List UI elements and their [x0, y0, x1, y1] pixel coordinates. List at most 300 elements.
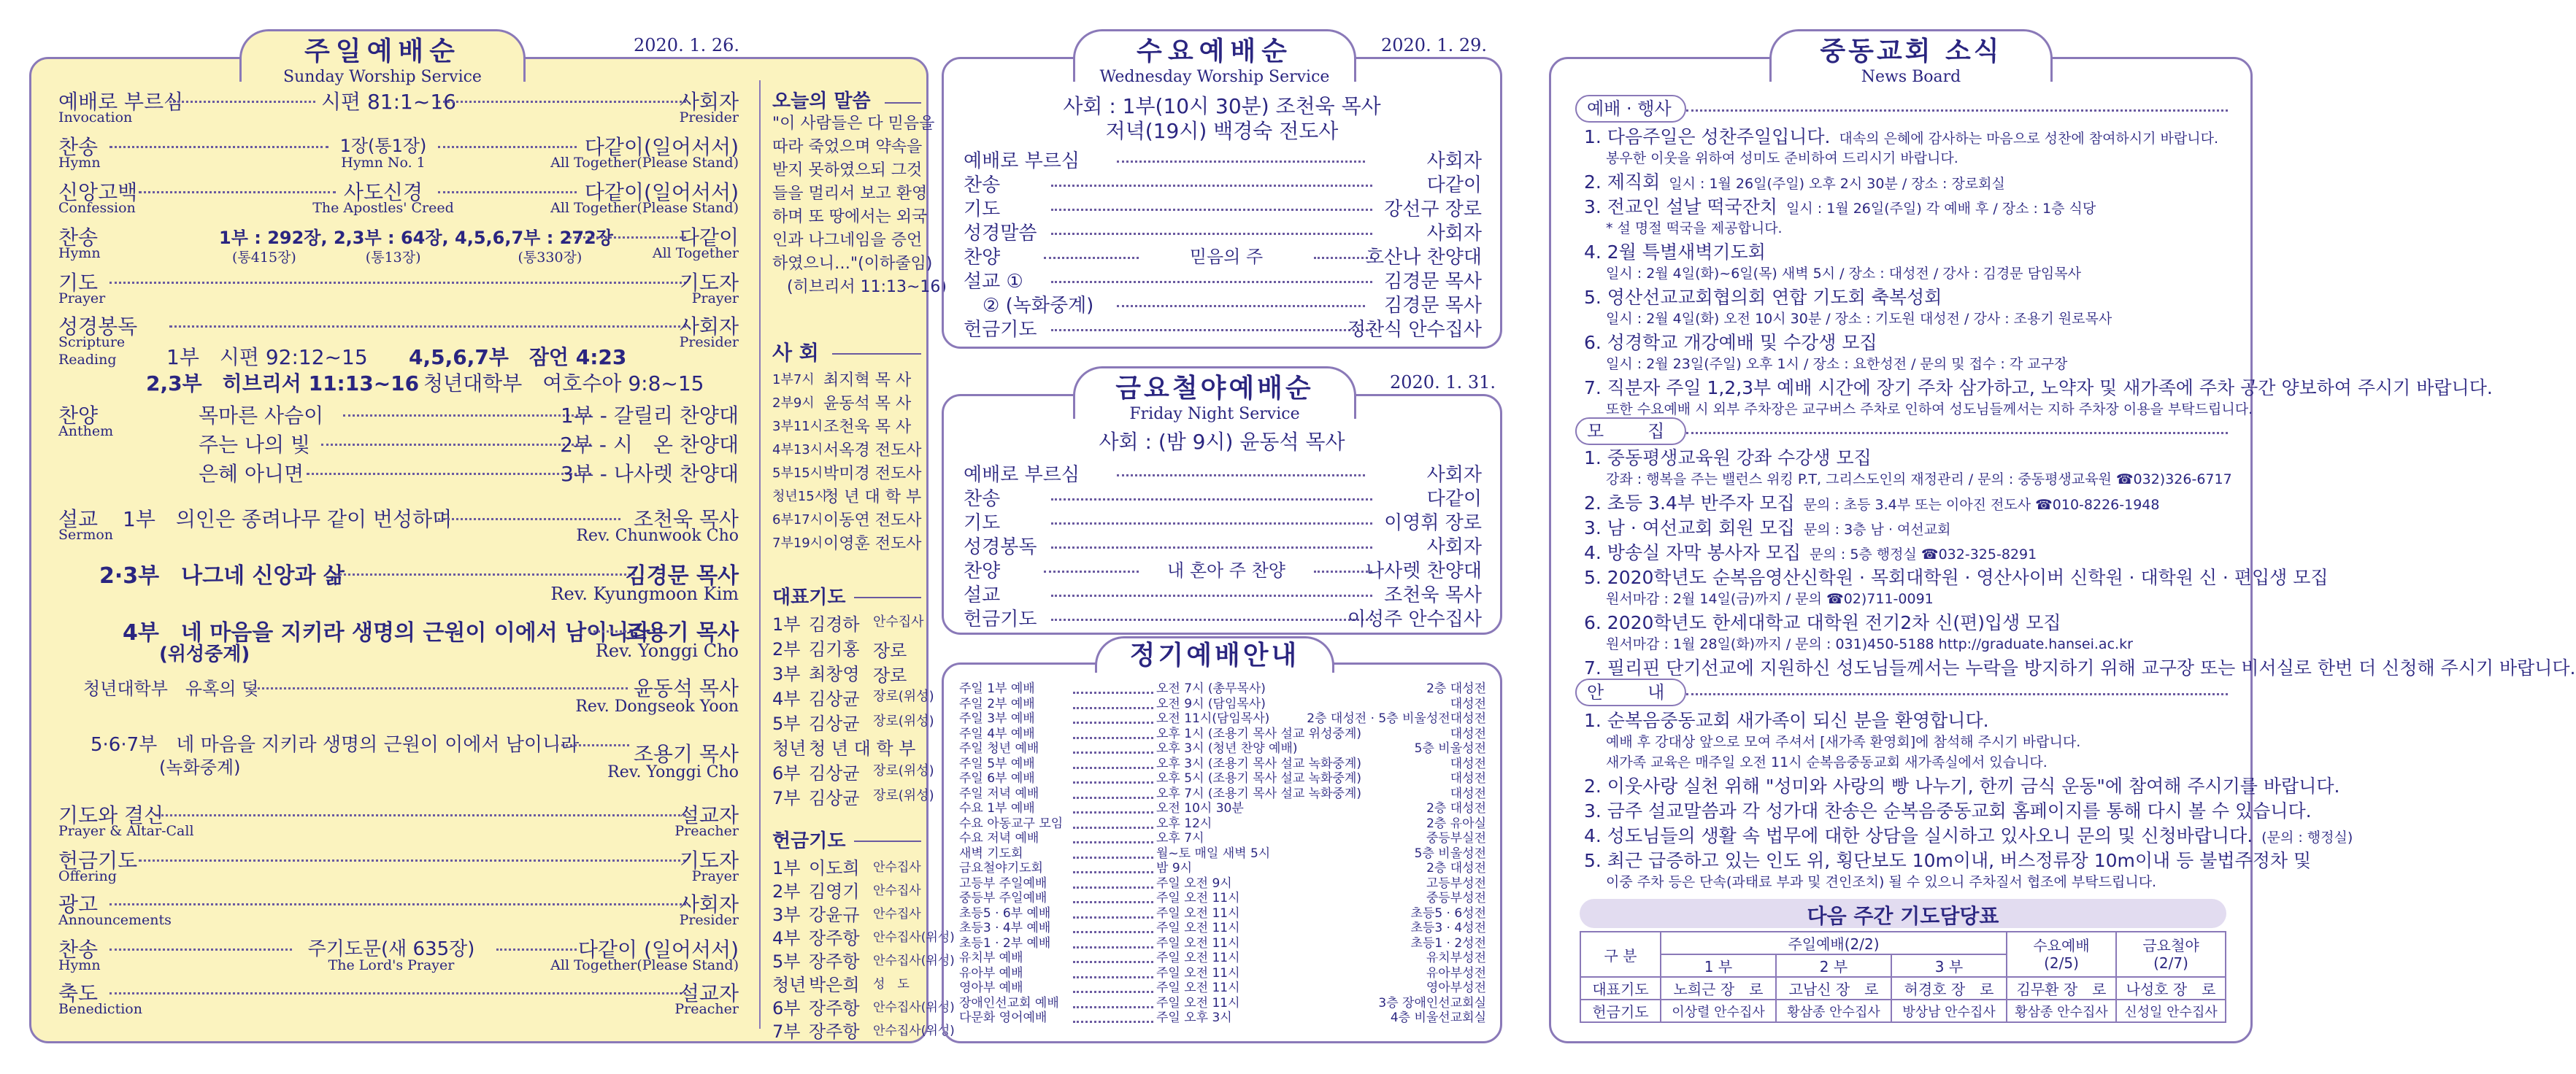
sched-time: 주일 오전 9시	[1156, 876, 1232, 891]
rep-title: 안수집사	[873, 614, 924, 630]
wed-item-leader: 김경문 목사	[1384, 271, 1482, 293]
wed-date: 2020. 1. 29.	[1381, 35, 1488, 55]
pt-r2-c3: 방상남 안수집사	[1891, 1000, 2007, 1022]
fri-date: 2020. 1. 31.	[1390, 372, 1496, 393]
news-item-detail: * 설 명절 떡국을 제공합니다.	[1606, 220, 1783, 236]
sched-place: 대성전	[1450, 726, 1486, 741]
wed-item-leader: 다같이	[1426, 174, 1482, 196]
mc-name: 이영훈 전도사	[823, 535, 922, 553]
wed-item-label: 찬송	[964, 174, 1001, 196]
sched-time: 오후 7시 (조용기 목사 설교 녹화중계)	[1156, 786, 1362, 801]
sched-place: 2층 대성전	[1426, 801, 1486, 816]
fri-item-mid: 내 혼아 주 찬양	[1167, 560, 1285, 581]
sched-name: 금요철야기도회	[959, 861, 1043, 876]
sched-time: 오후 5시 (조용기 목사 설교 녹화중계)	[1156, 771, 1362, 786]
sched-time: 오전 9시 (담임목사)	[1156, 696, 1266, 711]
news-item-detail: 이중 주차 등은 단속(과태료 부과 및 견인조치) 될 수 있으니 주차질서 협조에 부탁드립니다.	[1606, 874, 2157, 890]
rep-name: 김기홍	[809, 639, 860, 660]
fri-subtitle: Friday Night Service	[1129, 405, 1300, 423]
announce-en: Announcements	[58, 912, 172, 928]
reading-leader: 사회자	[679, 314, 739, 339]
reading-label: 성경봉독	[58, 314, 138, 339]
offering-label: 헌금기도	[58, 849, 138, 873]
news-item-detail: 또한 수요예배 시 외부 주차장은 교구버스 주차로 인하여 성도님들께서는 지하 주차장 이용을 부탁드립니다.	[1606, 401, 2253, 417]
fri-item-label: 찬양	[964, 560, 1001, 582]
sermon-4-preacher: 윤동석 목사	[633, 676, 739, 700]
hymn3-text: 주기도문(새 635장)	[307, 938, 475, 960]
sched-name: 고등부 주일예배	[959, 876, 1047, 891]
pt-r2-c4: 황삼종 안수집사	[2007, 1000, 2116, 1022]
sched-name: 유치부 예배	[959, 951, 1023, 965]
rep-title: 장로(위성)	[873, 689, 934, 704]
news-item-heading: 4. 2월 특별새벽기도회	[1584, 242, 1766, 263]
hymn2-numbers-sub: (통415장) (통13장) (통330장)	[232, 250, 583, 266]
rep-title: 장로	[873, 641, 907, 661]
news-item	[1584, 800, 2312, 823]
news-item-heading: 1. 중동평생교육원 강좌 수강생 모집	[1584, 447, 1872, 468]
word-line: 하였으니…"(이하줄임)	[772, 255, 933, 273]
sermon-5-preacher-en: Rev. Yonggi Cho	[607, 763, 739, 781]
hymn1-leader: 다같이(일어서서)	[584, 135, 739, 159]
sermon-1-preacher-en: Rev. Chunwook Cho	[576, 527, 739, 545]
rep-title: 장로(위성)	[873, 788, 934, 803]
sched-time: 오전 11시(담임목사) 2층 대성전 · 5층 비울성전	[1156, 711, 1450, 726]
off-name: 장주항	[809, 998, 860, 1019]
confession-text: 사도신경	[343, 180, 423, 204]
sched-place: 4층 비울선교회실	[1390, 1011, 1486, 1025]
pt-gubun: 구 분	[1580, 932, 1661, 977]
news-tab	[1769, 29, 2053, 86]
sched-time: 오후 12시	[1156, 816, 1212, 831]
regular-title: 정기예배안내	[1129, 641, 1300, 671]
wed-item-label: 예배로 부르심	[964, 150, 1080, 172]
sched-name: 주일 2부 예배	[959, 696, 1035, 711]
off-name: 박은희	[809, 975, 860, 995]
hymn2-numbers: 1부 : 292장, 2,3부 : 64장, 4,5,6,7부 : 272장	[219, 228, 613, 248]
sermon-4-preacher-en: Rev. Dongseok Yoon	[575, 698, 739, 716]
bene-en: Benediction	[58, 1001, 142, 1017]
off-name: 김영기	[809, 881, 860, 902]
word-line: (히브리서 11:13~16)	[787, 278, 947, 296]
sermon-2-preacher-en: Rev. Kyungmoon Kim	[550, 584, 739, 604]
rep-name: 청 년 대 학 부	[809, 738, 916, 759]
anthem-3-choir: 3부 - 나사렛 찬양대	[561, 462, 739, 486]
invocation-leader: 사회자	[679, 90, 739, 114]
pt-wed-date: (2/5)	[2044, 954, 2079, 972]
dot-leader	[1073, 752, 1153, 754]
sermon-3-title: 4부 네 마음을 지키라 생명의 근원이 이에서 남이니라	[123, 620, 650, 646]
sched-time: 오후 3시 (조용기 목사 설교 녹화중계)	[1156, 756, 1362, 771]
sched-time: 오전 7시 (총무목사)	[1156, 681, 1266, 696]
sched-time: 주일 오전 11시	[1156, 935, 1240, 951]
invocation-en: Invocation	[58, 109, 133, 125]
news-item-detail: 봉우한 이웃을 위하여 성미도 준비하여 드리시기 바랍니다.	[1606, 150, 1958, 166]
off-title: 성 도	[873, 977, 910, 992]
news-item-heading: 3. 남 · 여선교회 회원 모집	[1584, 517, 1795, 538]
news-item	[1584, 492, 2159, 515]
pt-h2: 2 부	[1776, 954, 1891, 977]
sunday-title: 주일예배순	[304, 36, 461, 66]
hymn2-leader: 다같이	[679, 225, 739, 250]
rep-part: 6부	[772, 763, 801, 784]
rep-name: 김상균	[809, 763, 860, 784]
fri-item-label: 설교	[964, 584, 1001, 606]
sched-place: 중등부실전	[1426, 831, 1486, 846]
fri-item-label: 헌금기도	[964, 609, 1037, 630]
dot-leader	[1073, 916, 1153, 919]
news-item	[1584, 376, 2493, 400]
prayer-leader-en: Prayer	[691, 290, 739, 306]
rep-part: 4부	[772, 689, 801, 709]
mc-name: 최지혁 목 사	[823, 371, 912, 390]
dot-leader	[1073, 901, 1153, 903]
pt-fri-label: 금요철야	[2142, 937, 2199, 954]
sched-name: 장애인선교회 예배	[959, 995, 1059, 1011]
rep-part: 2부	[772, 639, 801, 660]
fri-item-label: 찬송	[964, 488, 1001, 510]
fri-item-leader: 이영휘 장로	[1384, 512, 1482, 534]
dot-leader	[1073, 797, 1153, 799]
mc-name: 청 년 대 학 부	[823, 488, 922, 506]
sched-name: 수요 1부 예배	[959, 801, 1035, 816]
rep-title: 장로	[873, 665, 907, 686]
sermon-3-preacher: 조용기 목사	[625, 620, 739, 646]
sched-name: 다문화 영어예배	[959, 1011, 1047, 1025]
mc-time: 2부9시	[772, 395, 815, 411]
rep-title: 장로(위성)	[873, 714, 934, 729]
hymn1-label: 찬송	[58, 135, 99, 159]
off-name: 장주항	[809, 951, 860, 972]
dot-leader	[1073, 976, 1153, 978]
dot-leader	[1073, 811, 1153, 814]
off-part: 1부	[772, 858, 801, 878]
sidebar-word-title: 오늘의 말씀	[772, 90, 871, 112]
bene-label: 축도	[58, 981, 99, 1005]
pt-r2-c5: 신성일 안수집사	[2116, 1000, 2226, 1022]
reading-1: 1부 시편 92:12~15	[166, 345, 368, 369]
fri-item-leader: 다같이	[1426, 488, 1482, 510]
pt-r1-c3: 허경호 장 로	[1891, 977, 2007, 1000]
hymn2-en: Hymn	[58, 245, 101, 261]
wed-item-label: 찬양	[964, 247, 1001, 268]
altar-leader-en: Preacher	[674, 823, 739, 839]
wed-item-leader: 사회자	[1426, 223, 1482, 244]
pt-wed	[2007, 932, 2116, 977]
sched-place: 2층 대성전	[1426, 681, 1486, 696]
off-title: 안수집사(위성)	[873, 1024, 955, 1038]
sched-name: 주일 1부 예배	[959, 681, 1035, 696]
wed-item-label: 성경말씀	[964, 223, 1037, 244]
news-item	[1584, 125, 2218, 149]
news-item-heading: 5. 최근 급증하고 있는 인도 위, 횡단보도 10m이내, 버스정류장 10m이내 등 불법주정차 및	[1584, 850, 2312, 871]
fri-tab	[1073, 366, 1356, 423]
news-item-heading: 1. 다음주일은 성찬주일입니다.	[1584, 126, 1831, 147]
hymn3-leader-en: All Together(Please Stand)	[550, 957, 739, 973]
sched-name: 주일 5부 예배	[959, 756, 1035, 771]
hymn3-en: Hymn	[58, 957, 101, 973]
wed-tab	[1073, 29, 1356, 86]
news-item	[1584, 611, 2061, 635]
off-title: 안수집사(위성)	[873, 930, 955, 945]
sched-place: 고등부성전	[1426, 876, 1486, 891]
sidebar-rep-title: 대표기도	[772, 587, 846, 609]
sermon-label: 설교	[58, 507, 99, 531]
news-item-detail: 새가족 교육은 매주일 오전 11시 순복음중동교회 새가족실에서 있습니다.	[1606, 754, 2048, 770]
sched-time: 오후 3시 (청년 찬양 예배)	[1156, 741, 1298, 756]
off-part: 청년	[772, 975, 807, 995]
dot-leader	[1073, 692, 1153, 694]
dot-leader	[1073, 857, 1153, 859]
news-item-heading: 7. 직분자 주일 1,2,3부 예배 시간에 장기 주차 삼가하고, 노약자 및 새가족에 주차 공간 양보하여 주시기 바랍니다.	[1584, 377, 2493, 398]
mc-name: 박미경 전도사	[823, 465, 922, 483]
pt-h3: 3 부	[1891, 954, 2007, 977]
reading-4567: 4,5,6,7부 잠언 4:23	[409, 345, 627, 369]
dot-leader	[1073, 961, 1153, 963]
news-item-heading: 5. 영산선교교회협의회 연합 기도회 축복성회	[1584, 287, 1942, 308]
news-item	[1584, 447, 1872, 470]
altar-leader: 설교자	[679, 803, 739, 827]
news-item	[1584, 566, 2329, 590]
wed-mc1: 사회 : 1부(10시 30분) 조천욱 목사	[1063, 94, 1381, 118]
sched-name: 초등1 · 2부 예배	[959, 935, 1051, 951]
off-name: 이도희	[809, 858, 860, 878]
hymn3-text-en: The Lord's Prayer	[328, 957, 455, 973]
wed-mc2: 저녁(19시) 백경숙 전도사	[1105, 119, 1339, 143]
anthem-3-title: 은혜 아니면	[199, 462, 304, 486]
sched-place: 3층 장애인선교회실	[1378, 995, 1486, 1011]
sermon-5-preacher: 조용기 목사	[633, 742, 739, 766]
anthem-1-choir: 1부 - 갈릴리 찬양대	[561, 403, 739, 428]
news-item-detail: 강좌 : 행복을 주는 밸런스 위킹 P.T, 그리스도인의 재정관리 / 문의 : 중동평생교육원 ☎032)326-6717	[1606, 471, 2232, 487]
fri-item-leader: 조천욱 목사	[1384, 584, 1482, 606]
wed-item-mid: 믿음의 주	[1189, 247, 1264, 267]
anthem-2-choir: 2부 - 시 온 찬양대	[560, 433, 739, 457]
off-part: 7부	[772, 1021, 801, 1042]
invocation-leader-en: Presider	[679, 109, 739, 125]
anthem-label: 찬양	[58, 403, 99, 428]
wed-title: 수요예배순	[1137, 36, 1293, 66]
sched-place: 대성전	[1450, 756, 1486, 771]
sched-name: 초등3 · 4부 예배	[959, 921, 1051, 935]
rep-name: 김상균	[809, 689, 860, 709]
rep-name: 김상균	[809, 714, 860, 734]
dot-leader	[1073, 722, 1153, 724]
sched-place: 2층 대성전	[1426, 861, 1486, 876]
mc-name: 조천욱 목 사	[823, 418, 912, 436]
sched-time: 주일 오전 11시	[1156, 905, 1240, 921]
invocation-text: 시편 81:1~16	[321, 90, 456, 114]
dot-leader	[1073, 931, 1153, 933]
hymn1-number-en: Hymn No. 1	[341, 155, 426, 171]
news-item-detail: 대속의 은혜에 감사하는 마음으로 성찬에 참여하시기 바랍니다.	[1839, 131, 2218, 147]
announce-label: 광고	[58, 892, 99, 916]
rep-part: 청년	[772, 738, 807, 759]
off-title: 안수집사(위성)	[873, 1000, 955, 1015]
wed-item-leader: 사회자	[1426, 150, 1482, 172]
bene-leader-en: Preacher	[674, 1001, 739, 1017]
word-line: "이 사람들은 다 믿음을	[772, 115, 935, 133]
dot-leader	[1073, 781, 1153, 784]
prayer-table-title: 다음 주간 기도담당표	[1807, 904, 1999, 928]
wed-item-label: 헌금기도	[964, 319, 1037, 341]
dot-leader	[1073, 886, 1153, 889]
news-item-heading: 4. 방송실 자막 봉사자 모집	[1584, 542, 1802, 563]
sunday-divider	[759, 80, 761, 1029]
sched-name: 중등부 주일예배	[959, 891, 1047, 905]
off-part: 5부	[772, 951, 801, 972]
news-item-detail: 일시 : 2월 4일(화) 오전 10시 30분 / 장소 : 기도원 대성전 / 강사 : 조용기 원로목사	[1606, 311, 2112, 327]
sched-name: 영아부 예배	[959, 981, 1023, 995]
pt-wed-label: 수요예배	[2033, 937, 2090, 954]
dot-leader	[1073, 1021, 1153, 1023]
sidebar-mc-title: 사 회	[772, 341, 819, 365]
off-part: 2부	[772, 881, 801, 902]
confession-en: Confession	[58, 200, 136, 216]
news-item-heading: 6. 성경학교 개강예배 및 수강생 모집	[1584, 332, 1877, 353]
pt-r2-c1: 이상렬 안수집사	[1661, 1000, 1776, 1022]
news-item	[1584, 517, 1950, 540]
sched-time: 주일 오후 3시	[1156, 1011, 1232, 1025]
dot-leader	[1073, 871, 1153, 873]
sched-place: 유아부성전	[1426, 965, 1486, 981]
news-item	[1584, 657, 2576, 680]
sched-time: 주일 오전 11시	[1156, 995, 1240, 1011]
word-line: 하며 또 땅에서는 외국	[772, 208, 928, 226]
news-item-heading: 2. 초등 3.4부 반주자 모집	[1584, 492, 1795, 514]
confession-text-en: The Apostles' Creed	[312, 200, 454, 216]
news-item-detail: 문의 : 3층 남 · 여선교회	[1803, 522, 1951, 538]
sched-name: 유아부 예배	[959, 965, 1023, 981]
sched-name: 새벽 기도회	[959, 846, 1023, 861]
news-item-heading: 3. 금주 설교말씀과 각 성가대 찬송은 순복음중동교회 홈페이지를 통해 다시 볼 수 있습니다.	[1584, 800, 2312, 822]
news-title: 중동교회 소식	[1820, 36, 2002, 66]
off-title: 안수집사(위성)	[873, 954, 955, 968]
reading-en2: Reading	[58, 352, 117, 368]
dot-leader	[1044, 571, 1139, 573]
wed-item-leader: 김경문 목사	[1384, 295, 1482, 317]
rep-part: 3부	[772, 664, 801, 684]
sched-name: 수요 아동교구 모임	[959, 816, 1064, 831]
sched-name: 주일 청년 예배	[959, 741, 1039, 756]
sched-time: 오후 1시 (조용기 목사 설교 위성중계)	[1156, 726, 1362, 741]
word-line: 인과 나그네임을 증언	[772, 231, 923, 250]
wed-item-leader: 정찬식 안수집사	[1347, 319, 1482, 341]
rep-name: 김경하	[809, 614, 860, 635]
off-part: 6부	[772, 998, 801, 1019]
sched-name: 주일 3부 예배	[959, 711, 1035, 726]
announce-leader-en: Presider	[679, 912, 739, 928]
dot-leader	[1073, 827, 1153, 829]
confession-leader: 다같이(일어서서)	[584, 180, 739, 204]
news-sec-guide: 안 내	[1575, 679, 1686, 706]
news-item-heading: 4. 성도님들의 생활 속 법무에 대한 상담을 실시하고 있사오니 문의 및 신청바랍니다.	[1584, 825, 2253, 846]
reading-23: 2,3부 히브리서 11:13~16	[146, 371, 420, 395]
sunday-date: 2020. 1. 26.	[634, 35, 740, 55]
pt-r1-c0: 대표기도	[1580, 977, 1661, 1000]
rep-part: 5부	[772, 714, 801, 734]
news-subtitle: News Board	[1861, 68, 1961, 86]
sched-place: 초등5 · 6성전	[1410, 905, 1486, 921]
reading-youth: 청년대학부 여호수아 9:8~15	[423, 371, 704, 395]
wed-item-label: 기도	[964, 198, 1001, 220]
sched-time: 주일 오전 11시	[1156, 981, 1240, 995]
sermon-1-preacher: 조천욱 목사	[633, 507, 739, 531]
news-item-detail: 예배 후 강대상 앞으로 모여 주셔서 [새가족 환영회]에 참석해 주시기 바랍니다.	[1606, 734, 2081, 750]
news-item-detail: 일시 : 2월 23일(주일) 오후 1시 / 장소 : 요한성전 / 문의 및 접수 : 각 교구장	[1606, 356, 2068, 372]
fri-item-leader: 나사렛 찬양대	[1366, 560, 1482, 582]
mc-time: 3부11시	[772, 419, 823, 434]
sched-name: 초등5 · 6부 예배	[959, 905, 1051, 921]
news-item-detail: 일시 : 1월 26일(주일) 각 예배 후 / 장소 : 1층 식당	[1786, 201, 2096, 217]
sched-place: 초등3 · 4성전	[1410, 921, 1486, 935]
wed-item-label: 설교 ①	[964, 271, 1023, 293]
news-item	[1584, 171, 2005, 194]
pt-r1-c5: 나성호 장 로	[2116, 977, 2226, 1000]
anthem-1-title: 목마른 사슴이	[199, 403, 324, 428]
news-item	[1584, 196, 2096, 219]
pt-sunday: 주일예배(2/2)	[1661, 932, 2007, 954]
confession-leader-en: All Together(Please Stand)	[550, 200, 739, 216]
sermon-en: Sermon	[58, 527, 114, 543]
wed-item-leader: 강선구 장로	[1384, 198, 1482, 220]
rep-part: 7부	[772, 788, 801, 808]
sched-place: 대성전	[1450, 696, 1486, 711]
sched-place: 5층 비울성전	[1414, 846, 1486, 861]
sermon-1-title: 1부 의인은 종려나무 같이 번성하며	[123, 507, 453, 531]
off-name: 장주항	[809, 1021, 860, 1042]
dot-leader	[1073, 946, 1153, 949]
sched-name: 수요 저녁 예배	[959, 831, 1039, 846]
word-line: 따라 죽었으며 약속을	[772, 138, 923, 156]
sermon-3-note: (위성중계)	[159, 644, 250, 665]
hymn1-number: 1장(통1장)	[339, 136, 427, 156]
regular-tab	[1095, 636, 1334, 673]
sunday-subtitle: Sunday Worship Service	[283, 68, 482, 86]
news-item	[1584, 849, 2311, 873]
pt-r2-c0: 헌금기도	[1580, 1000, 1661, 1022]
sched-name: 주일 6부 예배	[959, 771, 1035, 786]
news-item-detail: 일시 : 2월 4일(화)~6일(목) 새벽 5시 / 장소 : 대성전 / 강사 : 김경문 담임목사	[1606, 266, 2081, 282]
sermon-2-title: 2·3부 나그네 신앙과 삶	[99, 563, 345, 589]
sched-place: 초등1 · 2성전	[1410, 935, 1486, 951]
sidebar-off-title: 헌금기도	[772, 830, 846, 852]
news-item-detail: 원서마감 : 1월 28일(화)까지 / 문의 : 031)450-5188 http://graduate.hansei.ac.kr	[1606, 636, 2133, 652]
offering-en: Offering	[58, 868, 117, 884]
pt-r1-c1: 노희근 장 로	[1661, 977, 1776, 1000]
hymn3-label: 찬송	[58, 938, 99, 962]
mc-time: 1부7시	[772, 372, 815, 387]
news-item	[1584, 241, 1766, 264]
news-item-heading: 3. 전교인 설날 떡국잔치	[1584, 196, 1778, 217]
news-item-detail: 문의 : 초등 3.4부 또는 이아진 전도사 ☎010-8226-1948	[1803, 497, 2160, 513]
altar-label: 기도와 결신	[58, 803, 164, 827]
news-sec-recruit: 모 집	[1575, 417, 1686, 445]
pt-h1: 1 부	[1661, 954, 1776, 977]
fri-item-leader: 이성주 안수집사	[1347, 609, 1482, 630]
off-name: 강윤규	[809, 905, 860, 925]
hymn1-en: Hymn	[58, 155, 101, 171]
wed-item-leader: 호산나 찬양대	[1366, 247, 1482, 268]
off-title: 안수집사	[873, 884, 921, 898]
sched-place: 유치부성전	[1426, 951, 1486, 965]
sched-place: 2층 유아실	[1426, 816, 1486, 831]
off-part: 4부	[772, 928, 801, 949]
offering-leader-en: Prayer	[691, 868, 739, 884]
sched-name: 주일 저녁 예배	[959, 786, 1039, 801]
wed-item-label: ② (녹화중계)	[964, 295, 1094, 317]
sched-name: 주일 4부 예배	[959, 726, 1035, 741]
offering-leader: 기도자	[679, 849, 739, 873]
